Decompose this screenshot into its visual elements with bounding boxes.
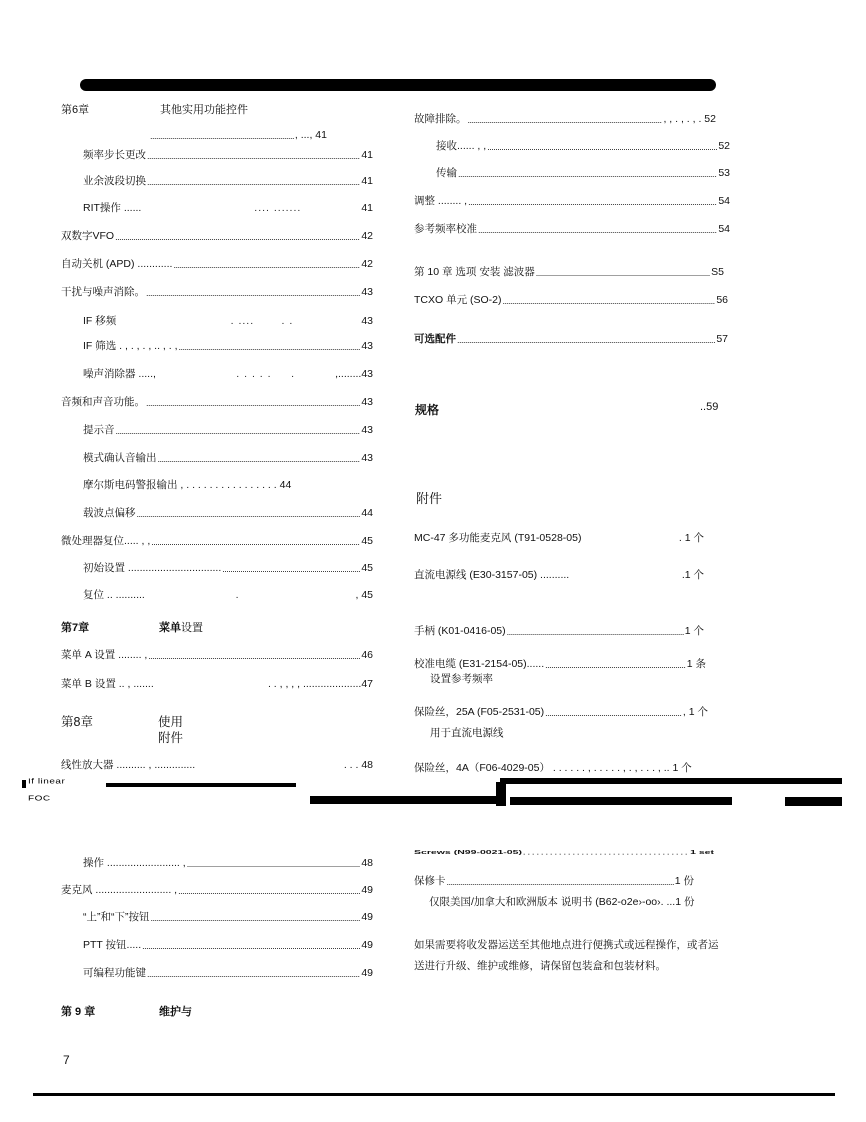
leader-dots <box>147 968 360 980</box>
entry-text: 调整 ........ , <box>414 195 468 207</box>
entry-page: , 45 <box>355 589 373 601</box>
leader-dots <box>478 224 717 236</box>
accessory-text: 直流电源线 (E30-3157-05) .......... <box>414 569 570 581</box>
toc-entry[interactable] <box>61 257 373 271</box>
entry-text: TCXO 单元 (SO-2) <box>414 294 502 306</box>
accessory-text: MC-47 多功能麦克风 (T91-0528-05) <box>414 532 582 544</box>
leader-dots <box>146 397 360 409</box>
entry-text: 传输 <box>436 167 457 179</box>
entry-page: 54 <box>718 223 730 235</box>
entry-text: 干扰与噪声消除。 <box>61 286 145 298</box>
entry-text: 故障排除。 <box>414 113 467 125</box>
leader-dots <box>178 885 360 897</box>
entry-page: . . , , , , ....................47 <box>267 678 373 690</box>
accessory-qty: 1 个 <box>684 625 704 637</box>
leader-dots <box>147 176 360 188</box>
entry-text: 模式确认音输出 <box>83 452 157 464</box>
toc-entry[interactable] <box>83 966 373 980</box>
accessory-text: Screws (N99-0021-05) <box>414 848 522 856</box>
leader-dots <box>146 287 360 299</box>
entry-page: ,........43 <box>335 368 373 380</box>
chapter-7-heading <box>61 620 203 636</box>
manual-line: 仅限美国/加拿大和欧洲版本 说明书 (B62-o2e›-oo›. ...1 份 <box>429 896 695 908</box>
toc-entry[interactable] <box>83 561 373 575</box>
entry-page: 49 <box>361 967 373 979</box>
leader-dots <box>545 707 682 719</box>
top-rule-bar <box>80 79 716 91</box>
entry-page: 46 <box>361 649 373 661</box>
chapter-9-number: 第 9 章 <box>61 1006 96 1018</box>
note-line: 如果需要将收发器运送至其他地点进行便携式或远程操作，或者运 <box>414 939 719 951</box>
accessory-item <box>414 761 690 775</box>
toc-entry[interactable]: RIT操作 ...... .... ....... 41 <box>83 202 373 214</box>
leader-dots <box>151 536 360 548</box>
artifact-text: If linear <box>28 778 66 786</box>
entry-text: 第 10 章 选项 安装 滤波器 <box>414 266 535 278</box>
chapter-9-heading <box>61 1004 192 1020</box>
chapter-9-title: 维护与 <box>159 1006 192 1018</box>
toc-entry[interactable] <box>83 423 373 437</box>
toc-entry[interactable] <box>61 758 373 772</box>
entry-page: 53 <box>718 167 730 179</box>
entry-text: 麦克风 .......................... , <box>61 884 178 896</box>
toc-entry[interactable] <box>414 112 716 126</box>
artifact-text: FOC <box>28 795 51 803</box>
entry-text: PTT 按钮..... <box>83 939 142 951</box>
toc-entry[interactable] <box>83 910 373 924</box>
entry-page: 44 <box>361 507 373 519</box>
entry-page: 42 <box>361 258 373 270</box>
entry-page: 45 <box>361 562 373 574</box>
chapter-6-title: 其他实用功能控件 <box>160 104 248 116</box>
accessory-qty: 1 条 <box>686 658 706 670</box>
entry-page: 43 <box>361 286 373 298</box>
accessory-text: 校准电缆 (E31-2154-05)...... <box>414 658 545 670</box>
accessory-subtext: 设置参考频率 <box>430 673 493 685</box>
chapter-7-title: 菜单设置 <box>159 622 203 634</box>
accessory-item <box>414 624 704 638</box>
accessory-qty: 1 set <box>690 848 714 856</box>
toc-entry[interactable] <box>436 166 730 180</box>
entry-text: 摩尔斯电码警报输出 , . . . . . . . . . . . . . . . . 44 <box>83 479 292 491</box>
entry-page: 43 <box>361 452 373 464</box>
toc-entry[interactable]: IF 移频 . .... . . 43 <box>83 315 373 327</box>
accessory-qty: , 1 个 <box>682 706 708 718</box>
accessory-qty: . 1 个 <box>678 532 704 544</box>
leader-dots <box>147 150 360 162</box>
entry-text: 业余波段切换 <box>83 175 146 187</box>
entry-page: . . . 48 <box>343 759 373 771</box>
leader-dots <box>222 563 360 575</box>
entry-text: 初始设置 ................................ <box>83 562 222 574</box>
accessory-qty: 1 份 <box>674 875 694 887</box>
leader-dots <box>148 650 360 662</box>
entry-text: 微处理器复位..... , , <box>61 535 151 547</box>
toc-entry[interactable] <box>61 648 373 662</box>
entry-text: 可选配件 <box>414 333 456 345</box>
toc-entry[interactable] <box>61 883 373 897</box>
entry-page: 45 <box>361 535 373 547</box>
leader-dots <box>137 508 361 520</box>
shipping-note <box>414 935 719 977</box>
toc-entry[interactable] <box>83 148 373 162</box>
leader-dots <box>179 341 361 353</box>
entry-text: 噪声消除器 ....., <box>83 368 156 380</box>
entry-text: 可编程功能键 <box>83 967 146 979</box>
entry-text: 线性放大器 .......... , .............. <box>61 759 196 771</box>
entry-page: 48 <box>361 857 373 869</box>
entry-text: 自动关机 (APD) ............ <box>61 258 173 270</box>
page-number: 7 <box>63 1053 70 1067</box>
chapter-8-title-line-1: 使用 <box>158 715 184 729</box>
toc-entry[interactable] <box>83 856 373 870</box>
entry-page: 42 <box>361 230 373 242</box>
accessory-subtext: 用于直流电源线 <box>430 727 504 739</box>
accessory-text: 保险丝，25A (F05-2531-05) <box>414 706 545 718</box>
toc-entry[interactable] <box>436 139 730 153</box>
accessories-heading: 附件 <box>416 491 443 506</box>
toc-entry[interactable] <box>83 938 373 952</box>
entry-text: 频率步长更改 <box>83 149 146 161</box>
entry-text: “上”和“下”按钮 <box>83 911 150 923</box>
entry-text: RIT操作 ...... <box>83 202 142 214</box>
entry-page: , , . , . , . 52 <box>663 113 716 125</box>
toc-entry[interactable] <box>83 506 373 520</box>
toc-entry[interactable] <box>414 194 730 208</box>
entry-text: 参考频率校准 <box>414 223 477 235</box>
entry-text: IF 筛选 . , . , . , .. , . , <box>83 340 178 352</box>
leader-dots <box>468 196 717 208</box>
toc-entry[interactable] <box>61 534 373 548</box>
entry-page: 52 <box>718 140 730 152</box>
chapter-10-entry[interactable] <box>414 265 724 279</box>
toc-entry[interactable] <box>83 478 373 492</box>
chapter-6-number: 第6章 <box>61 104 90 116</box>
leader-dots <box>458 168 717 180</box>
toc-entry[interactable] <box>83 174 373 188</box>
entry-page: 41 <box>361 202 373 214</box>
entry-text: 音频和声音功能。 <box>61 396 145 408</box>
chapter-7-number: 第7章 <box>61 622 90 634</box>
page-number: , ..., 41 <box>294 129 327 141</box>
chapter-8-heading <box>61 714 184 745</box>
toc-entry[interactable] <box>83 339 373 353</box>
entry-page: S5 <box>711 266 724 278</box>
leader-dots <box>503 295 716 307</box>
entry-text: 菜单 B 设置 .. , ....... <box>61 678 154 690</box>
entry-page: 54 <box>718 195 730 207</box>
entry-page: 41 <box>361 149 373 161</box>
toc-entry[interactable] <box>61 285 373 299</box>
accessory-item <box>414 568 704 582</box>
accessory-item <box>414 531 704 545</box>
entry-page: 41 <box>361 175 373 187</box>
accessory-item <box>414 874 694 888</box>
bottom-rule <box>33 1093 835 1096</box>
chapter-6-heading <box>61 102 248 118</box>
entry-text: 操作 ......................... , <box>83 857 186 869</box>
leader-dots <box>545 659 686 671</box>
entry-page: 49 <box>361 884 373 896</box>
toc-entry[interactable] <box>83 451 373 465</box>
toc-entry[interactable] <box>414 222 730 236</box>
entry-text: IF 移频 <box>83 315 117 327</box>
leader-dots <box>115 231 360 243</box>
entry-text: 复位 .. .......... <box>83 589 145 601</box>
accessory-item <box>414 705 708 719</box>
toc-entry[interactable] <box>61 229 373 243</box>
leader-dots <box>150 130 294 142</box>
chapter-8-title-line-2: 附件 <box>158 731 184 745</box>
leader-dots <box>173 259 360 271</box>
entry-text: 接收...... , , <box>436 140 487 152</box>
accessory-text: 保险丝，4A（F06-4029-05） . . . . . . , . . . . . , . , . . . , .. 1 个 <box>414 762 692 774</box>
leader-dots <box>116 425 361 437</box>
leader-dots <box>158 453 361 465</box>
leader-dots <box>536 267 710 279</box>
leader-dots <box>151 912 361 924</box>
specs-page: ..59 <box>700 401 719 413</box>
note-line: 送进行升级、维护或维修，请保留包装盒和包装材料。 <box>414 960 666 972</box>
chapter-6-page-line <box>149 128 327 142</box>
toc-entry[interactable] <box>61 395 373 409</box>
entry-text: 提示音 <box>83 424 115 436</box>
entry-page: 57 <box>716 333 728 345</box>
entry-page: 56 <box>716 294 728 306</box>
accessory-qty: .1 个 <box>681 569 704 581</box>
entry-text: 载波点偏移 <box>83 507 136 519</box>
accessory-item <box>414 657 706 671</box>
accessory-text: 保修卡 <box>414 875 446 887</box>
toc-entry[interactable] <box>414 332 728 346</box>
entry-page: 43 <box>361 424 373 436</box>
specs-heading: 规格 <box>415 403 440 417</box>
entry-page: 49 <box>361 939 373 951</box>
toc-entry[interactable] <box>61 677 373 691</box>
entry-text: 双数字VFO <box>61 230 115 242</box>
leader-dots <box>468 114 663 126</box>
toc-entry[interactable]: 噪声消除器 ....., . . . . . . ,........43 <box>83 368 373 380</box>
entry-page: 43 <box>361 396 373 408</box>
entry-text: 菜单 A 设置 ........ , <box>61 649 148 661</box>
accessory-item-screws <box>414 848 714 856</box>
toc-entry[interactable]: 复位 .. .......... . , 45 <box>83 589 373 601</box>
leader-dots <box>523 849 689 856</box>
entry-page: 49 <box>361 911 373 923</box>
accessory-text: 手柄 (K01-0416-05) <box>414 625 506 637</box>
leader-dots <box>507 626 684 638</box>
leader-dots <box>187 858 361 870</box>
leader-dots <box>447 876 674 888</box>
leader-dots <box>487 141 717 153</box>
chapter-8-number: 第8章 <box>61 715 93 729</box>
leader-dots <box>142 940 360 952</box>
leader-dots <box>457 334 715 346</box>
entry-page: 43 <box>361 315 373 327</box>
toc-entry[interactable] <box>414 293 728 307</box>
entry-page: 43 <box>361 340 373 352</box>
